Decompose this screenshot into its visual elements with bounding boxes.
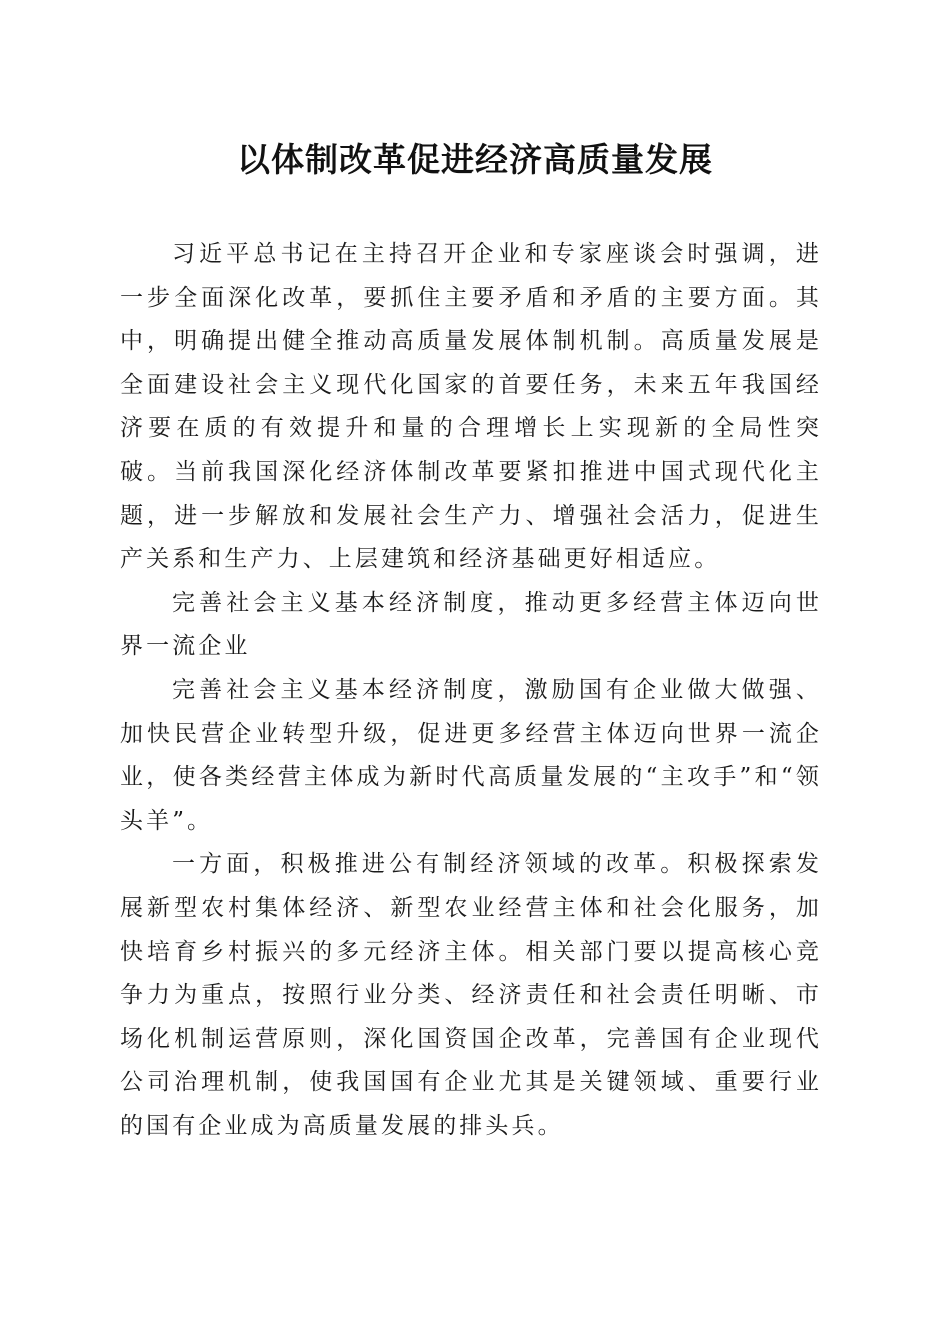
document-body — [120, 233, 822, 1148]
paragraph-basic-system: 完善社会主义基本经济制度，激励国有企业做大做强、加快民营企业转型升级，促进更多经营主体迈向世界一流企业，使各类经营主体成为新时代高质量发展的“主攻手”和“领头羊”。 — [120, 676, 822, 834]
paragraph-public-ownership: 一方面，积极推进公有制经济领域的改革。积极探索发展新型农村集体经济、新型农业经营主体和社会化服务，加快培育乡村振兴的多元经济主体。相关部门要以提高核心竞争力为重点，按照行业分类、经济责任和社会责任明晰、市场化机制运营原则，深化国资国企改革，完善国有企业现代公司治理机制，使我国国有企业尤其是关键领域、重要行业的国有企业成为高质量发展的排头兵。 — [120, 851, 822, 1139]
page-title: 以体制改革促进经济高质量发展 — [237, 140, 713, 179]
paragraph-intro: 习近平总书记在主持召开企业和专家座谈会时强调，进一步全面深化改革，要抓住主要矛盾和矛盾的主要方面。其中，明确提出健全推动高质量发展体制机制。高质量发展是全面建设社会主义现代化国家的首要任务，未来五年我国经济要在质的有效提升和量的合理增长上实现新的全局性突破。当前我国深化经济体制改革要紧扣推进中国式现代化主题，进一步解放和发展社会生产力、增强社会活力，促进生产关系和生产力、上层建筑和经济基础更好相适应。 — [120, 241, 822, 573]
section-heading: 完善社会主义基本经济制度，推动更多经营主体迈向世界一流企业 — [120, 589, 822, 660]
